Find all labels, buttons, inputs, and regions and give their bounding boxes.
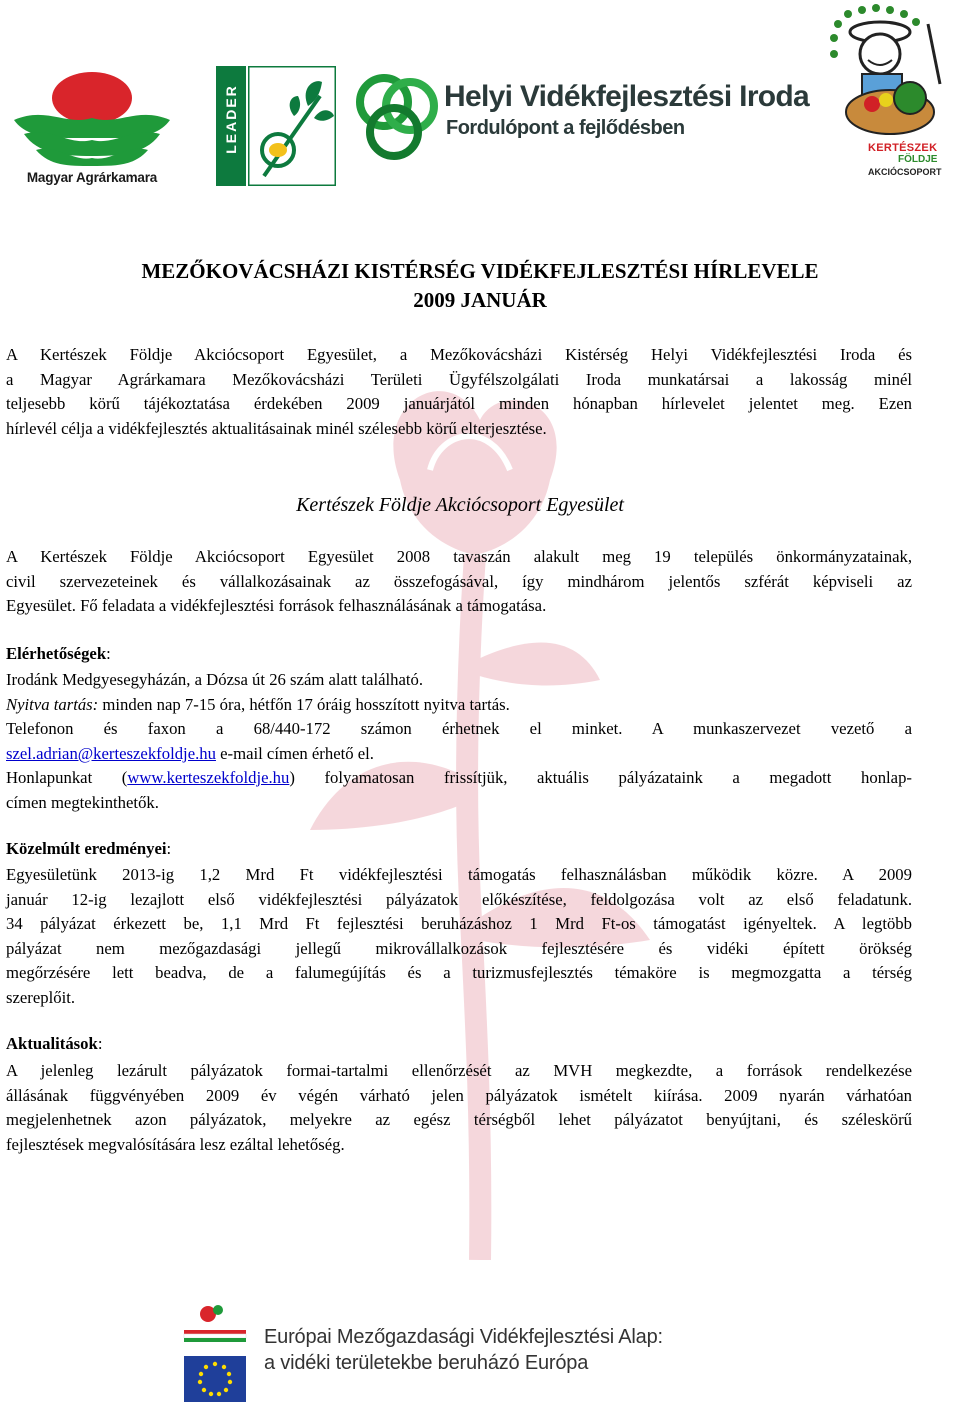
- email-suffix: e-mail címen érhető el.: [215, 743, 374, 763]
- eafrd-fund-name: Európai Mezőgazdasági Vidékfejlesztési Alap:: [264, 1326, 663, 1348]
- association-title: Kertészek Földje Akciócsoport Egyesület: [296, 494, 624, 516]
- helyi-office-title: Helyi Vidékfejlesztési Iroda: [444, 80, 810, 113]
- contacts-heading-colon: :: [106, 644, 111, 663]
- association-line: Egyesület. Fő feladata a vidékfejlesztési források felhasználásának a támogatása.: [6, 596, 547, 616]
- intro-line: hírlevél célja a vidékfejlesztés aktualitásainak minél szélesebb körű elterjesztése.: [6, 418, 547, 438]
- website-suffix: ) folyamatosan frissítjük, aktuális pályázataink a megadott honlap-: [289, 768, 912, 788]
- results-heading-label: Közelmúlt eredményei: [6, 839, 167, 858]
- leader-bar: [216, 66, 246, 186]
- website-prefix: Honlapunkat (: [6, 768, 128, 788]
- news-line: A jelenleg lezárult pályázatok formai-tartalmi ellenőrzését az MVH megkezdte, a források rendelkezése: [6, 1061, 912, 1080]
- results-line: megőrzésére lett beadva, de a falumegújítás és a turizmusfejlesztés témaköre is megmozgatta a térség: [6, 963, 912, 983]
- eafrd-slogan: a vidéki területekbe beruházó Európa: [264, 1352, 589, 1374]
- intro-line: teljesebb körű tájékoztatása érdekében 2009 januárjától minden hónapban hírlevelet jelentet meg. Ezen: [6, 394, 912, 414]
- opening-hours: [6, 693, 912, 718]
- kerteszek-foldje-logo: [828, 4, 958, 180]
- news-line: fejlesztések megvalósítására lesz ezáltal lehetőség.: [6, 1134, 345, 1154]
- opening-hours-text: minden nap 7-15 óra, hétfőn 17 óráig hosszított nyitva tartás.: [98, 694, 510, 714]
- news-line: megjelenhetnek azon pályázatok, melyekre az egész térségből lehet pályázatot benyújtani, és széleskörű: [6, 1110, 912, 1130]
- news-paragraph: [6, 1059, 912, 1157]
- intro-paragraph: [6, 343, 912, 441]
- opening-hours-label: Nyitva tartás:: [6, 694, 99, 714]
- news-heading-label: Aktualitások: [6, 1034, 98, 1053]
- website-line-2: címen megtekinthetők.: [6, 792, 159, 812]
- leader-logo: [216, 66, 336, 186]
- intro-line: a Magyar Agrárkamara Mezőkovácsházi Területi Ügyfélszolgálati Iroda munkatársai a lakosság minél: [6, 369, 912, 389]
- association-line: A Kertészek Földje Akciócsoport Egyesület 2008 tavaszán alakult meg 19 település önkormányzatainak,: [6, 547, 912, 566]
- helyi-rings-icon: [352, 70, 440, 166]
- news-heading: [6, 1034, 102, 1054]
- email-line: [6, 742, 912, 767]
- uj-magyarorszag-eu-logo: [182, 1300, 248, 1404]
- agrarkamara-emblem-icon: [6, 68, 178, 168]
- contacts-heading-label: Elérhetőségek: [6, 644, 107, 663]
- phone-text: Telefonon és faxon a 68/440-172 számon érhetnek el minket. A munkaszervezet vezető a: [6, 719, 912, 739]
- results-paragraph: [6, 863, 912, 1011]
- results-line: Egyesületünk 2013-ig 1,2 Mrd Ft vidékfejlesztési támogatás felhasználásban működik közre. A 2009: [6, 865, 912, 884]
- helyi-office-slogan: Fordulópont a fejlődésben: [446, 117, 685, 139]
- association-line: civil szervezeteinek és vállalkozásainak az összefogásával, így mindhárom jelentős szférát képviseli az: [6, 571, 912, 591]
- intro-line: A Kertészek Földje Akciócsoport Egyesület, a Mezőkovácsházi Kistérség Helyi Vidékfejlesztési Iroda és: [6, 345, 912, 364]
- results-line: pályázat nem mezőgazdasági jellegű mikrovállalkozások fejlesztésére és vidéki épített örökség: [6, 938, 912, 958]
- results-line: január 12-ig lezajlott első vidékfejlesztési pályázatok előkészítése, feldolgozása volt az első feladatunk.: [6, 889, 912, 909]
- results-heading-colon: :: [166, 839, 172, 858]
- newsletter-date: 2009 JANUÁR: [413, 288, 547, 312]
- magyar-agrarkamara-logo: [6, 68, 178, 186]
- results-line: 34 pályázat érkezett be, 1,1 Mrd Ft fejlesztési beruházáshoz 1 Mrd Ft-os támogatást igényeltek. A legtöbb: [6, 914, 912, 934]
- kerteszek-label: KERTÉSZEK: [868, 142, 938, 154]
- news-heading-colon: :: [97, 1034, 103, 1053]
- leader-plant-icon: [248, 66, 336, 186]
- foldje-label: FÖLDJE: [898, 154, 938, 165]
- news-line: állásának függvényében 2009 év végén várható jelen pályázatok ismételt kiírása. 2009 nyarán várhatóan: [6, 1085, 912, 1105]
- leader-label: LEADER: [223, 84, 239, 154]
- contacts-block: [6, 668, 912, 816]
- akciocsoport-label: AKCIÓCSOPORT: [868, 167, 942, 177]
- gardener-mascot-icon: [828, 4, 958, 140]
- newsletter-title: MEZŐKOVÁCSHÁZI KISTÉRSÉG VIDÉKFEJLESZTÉSI HÍRLEVELE: [141, 259, 819, 283]
- website-link[interactable]: www.kerteszekfoldje.hu: [127, 768, 290, 788]
- results-line: szereplőit.: [6, 987, 76, 1007]
- email-link[interactable]: szel.adrian@kerteszekfoldje.hu: [6, 743, 216, 763]
- agrarkamara-label: Magyar Agrárkamara: [26, 170, 158, 185]
- office-address: Irodánk Medgyesegyházán, a Dózsa út 26 szám alatt található.: [6, 670, 424, 689]
- website-line: [6, 766, 912, 791]
- association-paragraph: [6, 545, 912, 619]
- contacts-heading: [6, 644, 111, 664]
- results-heading: [6, 839, 171, 859]
